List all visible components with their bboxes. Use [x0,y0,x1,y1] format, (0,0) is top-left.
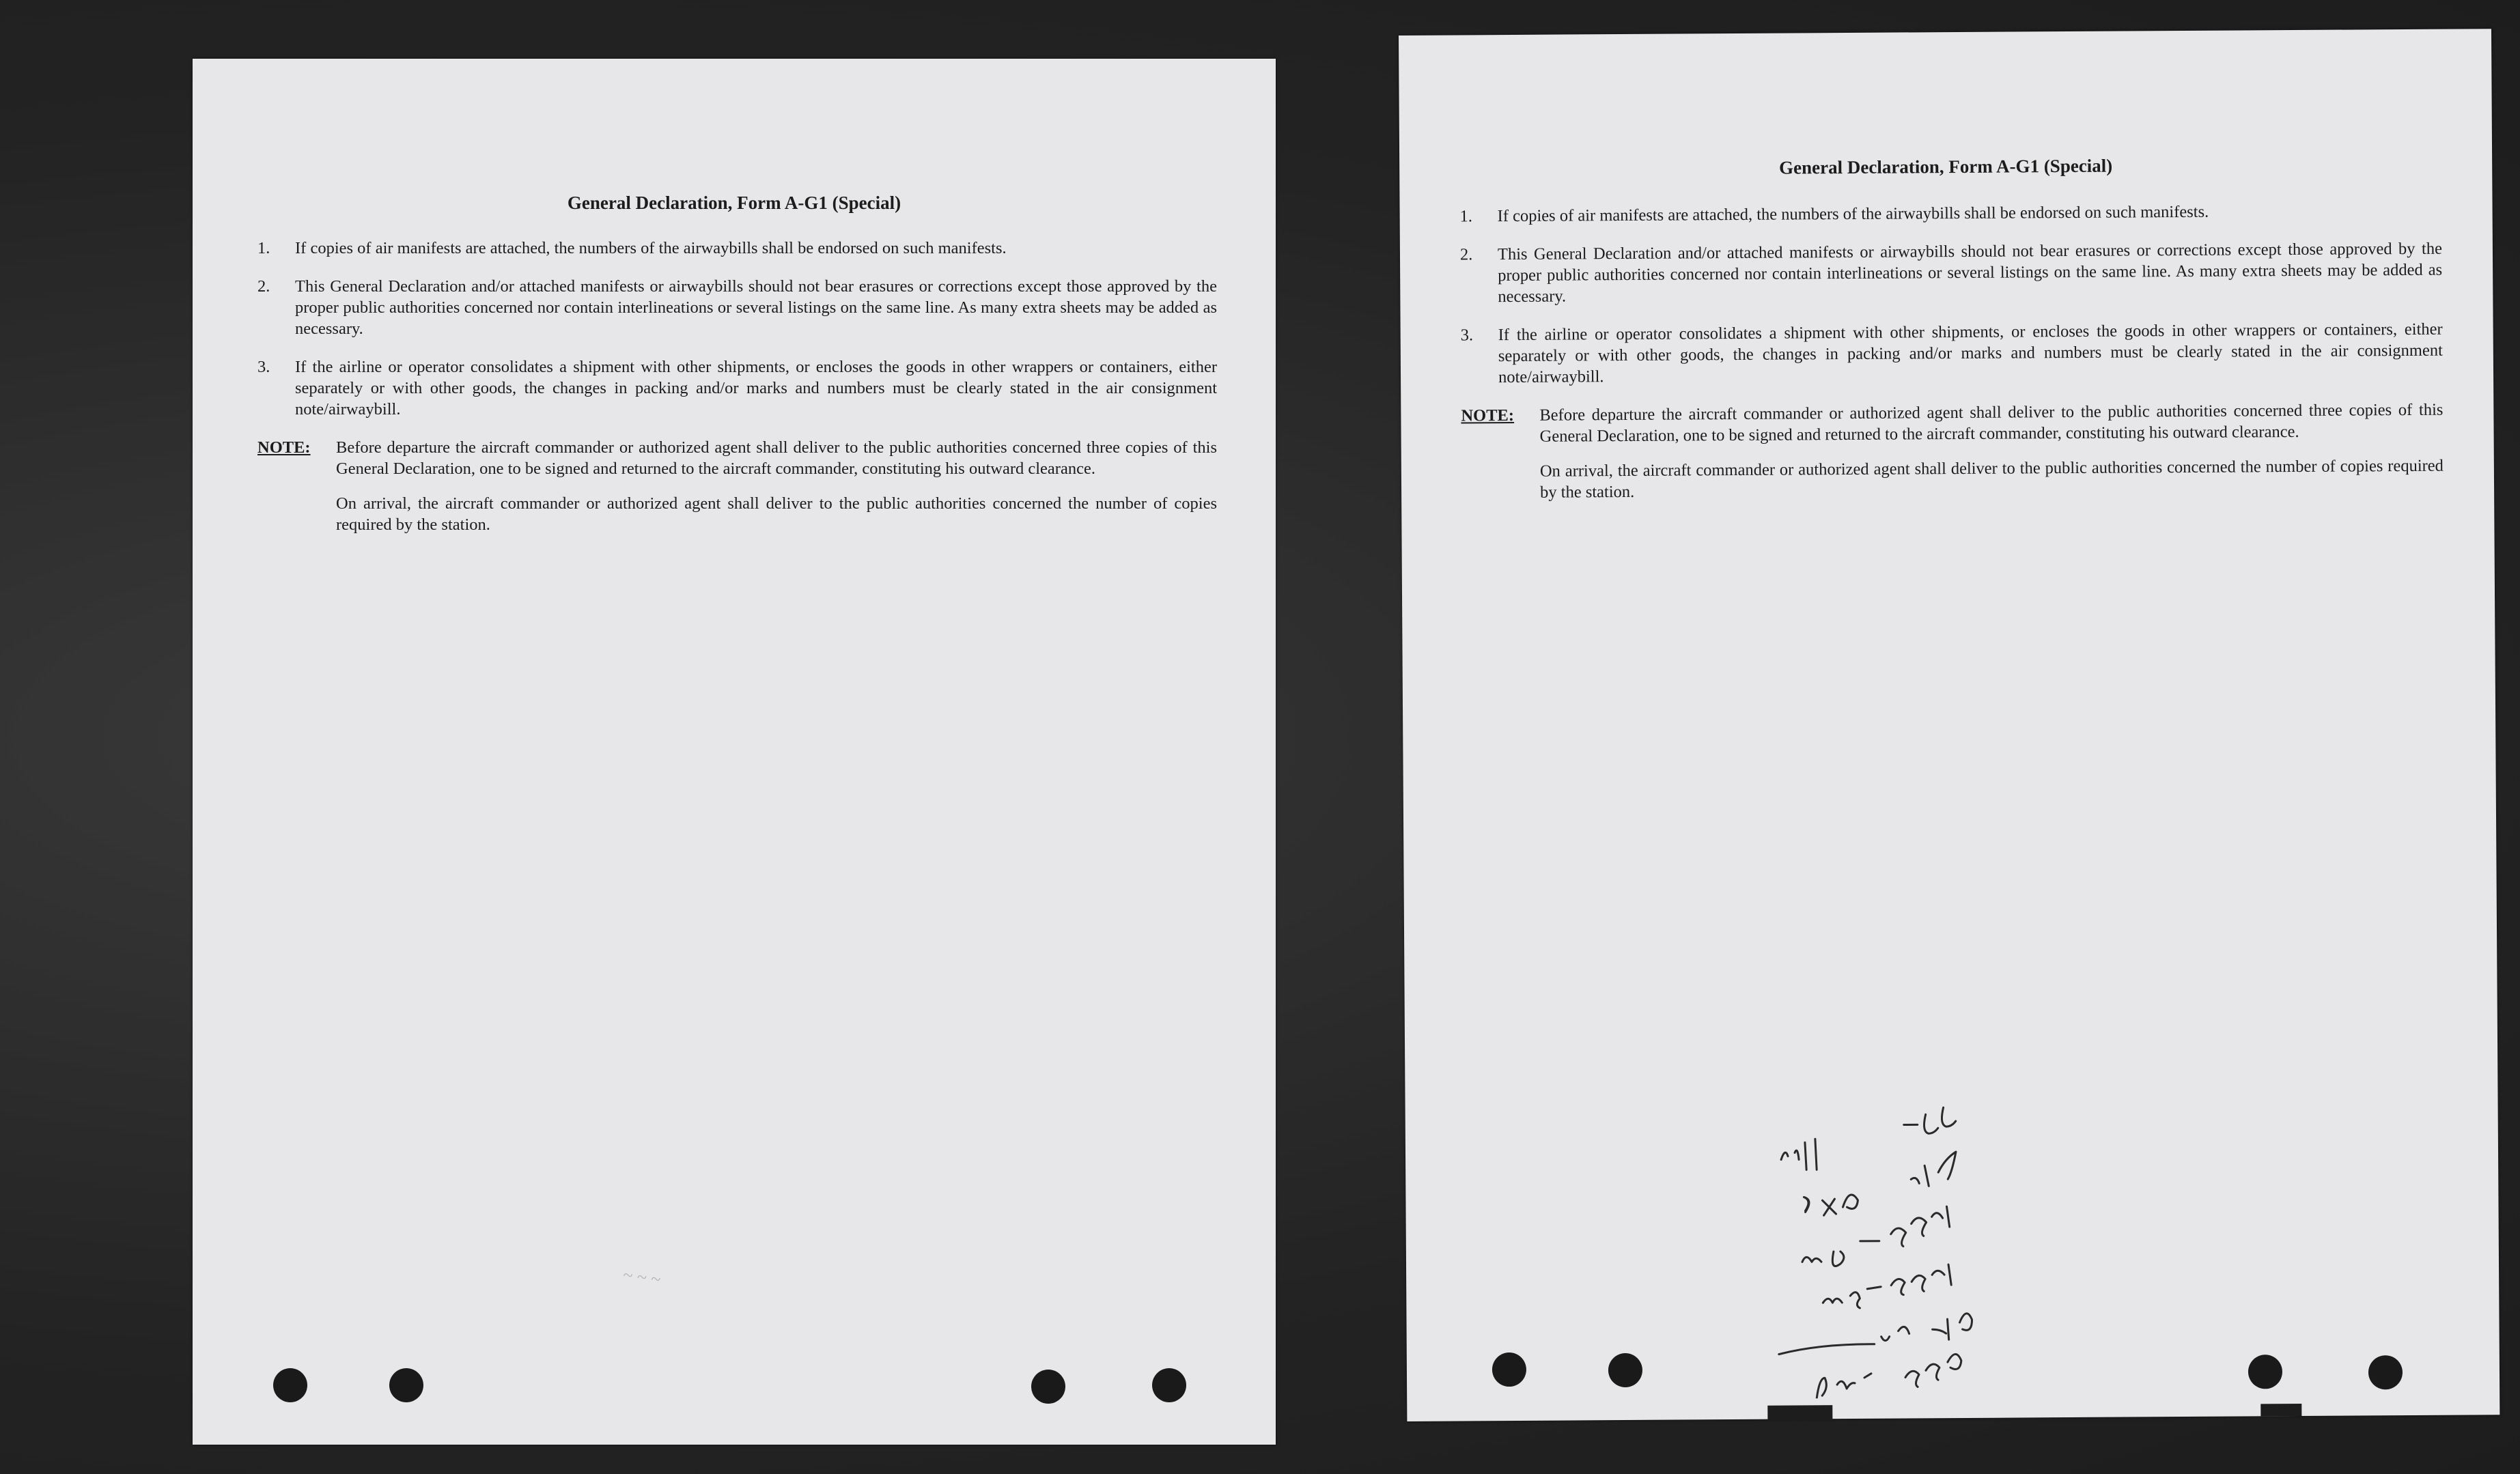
item-number: 1. [257,239,270,257]
note-paragraph: Before departure the aircraft commander or authorized agent shall deliver to the public authorities concerned three copies of this General Declaration, one to be signed and returned to the aircraft commander, constituting his outward clearance. [1539,400,2444,446]
handwritten-annotations [1767,1076,2124,1399]
item-number: 3. [257,358,270,376]
note-label: NOTE: [257,438,311,457]
item-text: If the airline or operator consolidates a shipment with other shipments, or encloses the goods in other wrappers or containers, either separately or with other goods, the changes in packing and/or marks and numbers must be clearly stated in the air consignment note/airwaybill. [295,358,1217,419]
document-page-right [1399,29,2500,1421]
note-paragraph: On arrival, the aircraft commander or authorized agent shall deliver to the public authorities concerned the number of copies required by the station. [1539,456,2444,502]
paper-tear-mark [2260,1404,2301,1416]
note-block [1461,399,2443,448]
item-text: This General Declaration and/or attached manifests or airwaybills should not bear erasures or corrections except those approved by the proper public authorities concerned nor contain interlineations or several listings on the same line. As many extra sheets may be added as necessary. [1497,239,2443,307]
handwriting-scribble [1767,1076,2124,1399]
punch-hole [389,1368,423,1402]
document-page-left [193,59,1276,1445]
list-item [257,356,1217,420]
item-text: This General Declaration and/or attached manifests or airwaybills should not bear erasures or corrections except those approved by the proper public authorities concerned nor contain interlineations or several listings on the same line. As many extra sheets may be added as necessary. [295,277,1217,338]
instructions-body [257,238,1217,535]
list-item [257,276,1217,339]
faint-stamp-mark: ~ ~ ~ [621,1264,662,1290]
punch-hole [273,1368,307,1402]
punch-hole [1608,1353,1642,1387]
punch-hole [2368,1355,2403,1389]
punch-hole [1152,1368,1186,1402]
note-paragraph: On arrival, the aircraft commander or authorized agent shall deliver to the public authorities concerned the number of copies required by the station. [336,494,1217,534]
note-block [257,437,1217,479]
list-item [1460,238,2443,308]
punch-hole [1492,1352,1526,1387]
list-item [257,238,1217,259]
instructions-body [1460,200,2444,504]
note-label: NOTE: [1461,406,1515,425]
paper-tear-mark [1767,1405,1832,1421]
item-number: 3. [1460,326,1474,345]
page-title: General Declaration, Form A-G1 (Special) [1779,155,2113,178]
item-text: If the airline or operator consolidates a shipment with other shipments, or encloses the goods in other wrappers or containers, either separately or with other goods, the changes in packing and/or marks and numbers must be clearly stated in the air consignment note/airwaybill. [1498,320,2443,387]
item-number: 1. [1459,207,1473,226]
item-number: 2. [1459,245,1473,264]
punch-hole [2248,1355,2282,1389]
list-item [1460,200,2442,227]
item-text: If copies of air manifests are attached, the numbers of the airwaybills shall be endorsed on such manifests. [1497,202,2209,226]
item-number: 2. [257,277,270,296]
list-item [1461,319,2444,388]
item-text: If copies of air manifests are attached, the numbers of the airwaybills shall be endorsed on such manifests. [295,239,1007,257]
note-paragraph: Before departure the aircraft commander or authorized agent shall deliver to the public authorities concerned three copies of this General Declaration, one to be signed and returned to the aircraft commander, constituting his outward clearance. [336,438,1217,478]
punch-hole [1031,1370,1065,1404]
page-title: General Declaration, Form A-G1 (Special) [567,193,901,213]
